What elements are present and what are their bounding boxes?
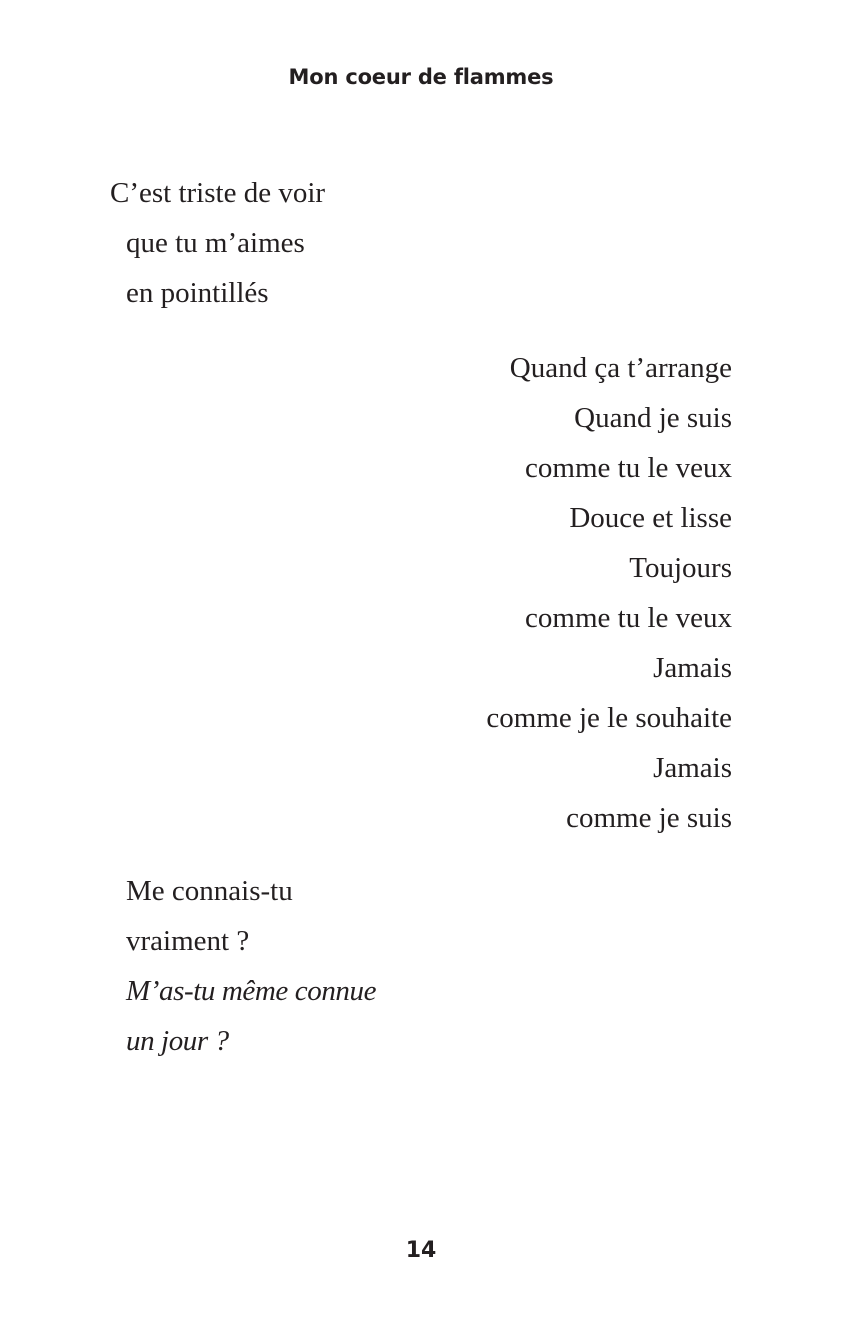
poem-line: comme je le souhaite	[486, 702, 732, 734]
poem-line-italic: un jour ?	[126, 1025, 229, 1057]
poem-line: vraiment ?	[126, 925, 250, 957]
poem-line: C’est triste de voir	[110, 177, 326, 209]
poem-line: Douce et lisse	[569, 502, 732, 534]
running-title: Mon coeur de flammes	[288, 65, 554, 89]
stanza-1	[110, 168, 325, 318]
poem-line: Quand ça t’arrange	[509, 352, 732, 384]
poem-line: Jamais	[653, 652, 732, 684]
page-number: 14	[405, 1238, 437, 1263]
poem-line: Quand je suis	[574, 402, 732, 434]
poem-line: que tu m’aimes	[126, 227, 305, 259]
poem-line-italic: M’as-tu même connue	[126, 975, 377, 1007]
poem-line: Toujours	[629, 552, 732, 584]
poem-line: comme tu le veux	[525, 452, 732, 484]
poem-line: Jamais	[653, 752, 732, 784]
poem-line: en pointillés	[126, 277, 269, 309]
stanza-2	[486, 343, 732, 843]
poem-line: comme je suis	[566, 802, 732, 834]
stanza-3	[126, 866, 376, 1066]
poem-line: comme tu le veux	[525, 602, 732, 634]
poem-line: Me connais-tu	[126, 875, 293, 907]
